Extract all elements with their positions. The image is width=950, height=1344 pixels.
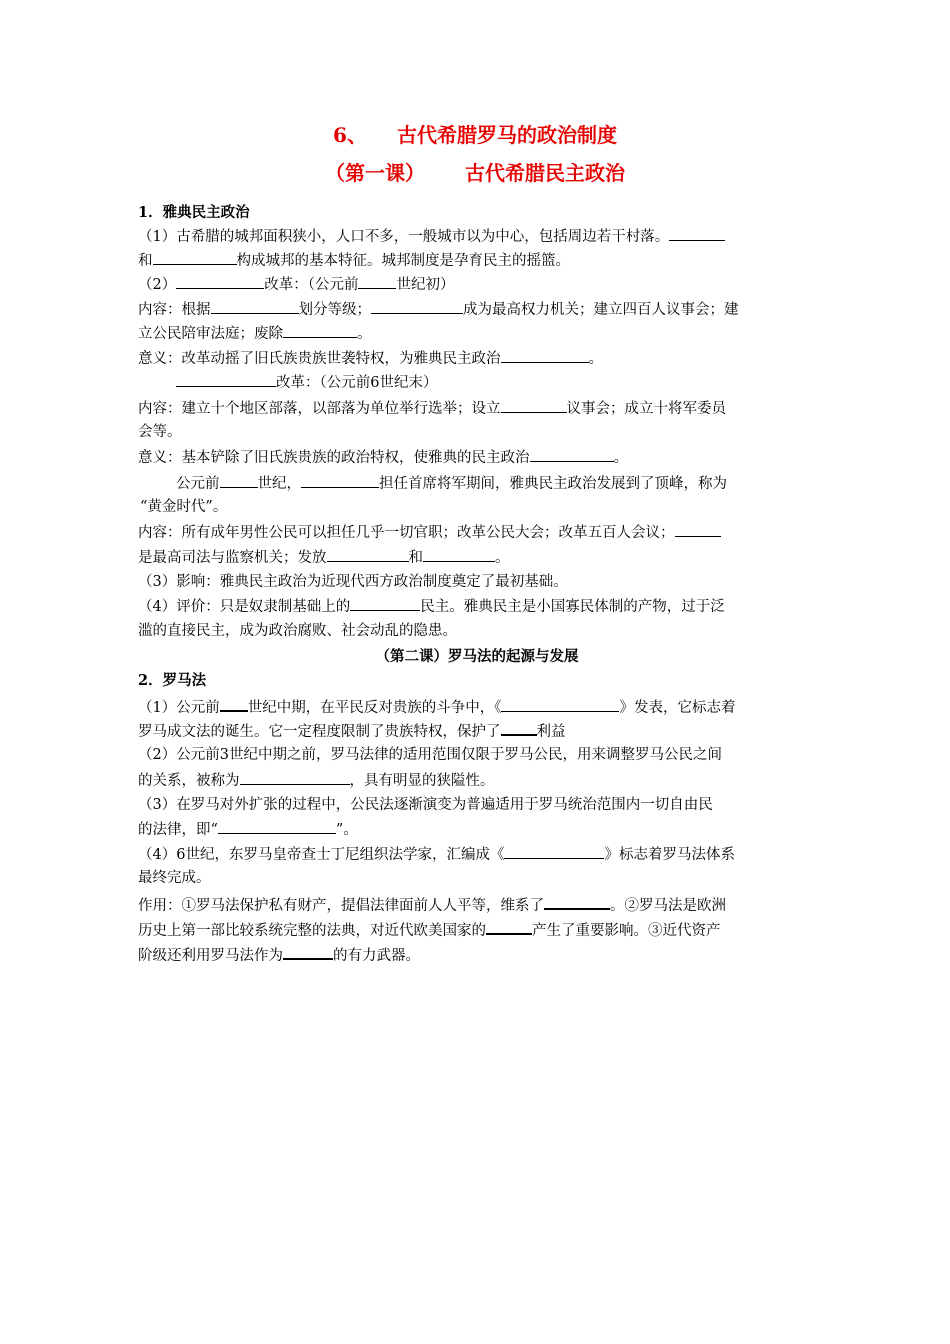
document-title <box>0 122 950 148</box>
s1-p6-line1: （4）评价：只是奴隶制基础上的 民主。雅典民主是小国寡民体制的产物，过于泛 <box>138 596 816 617</box>
lesson1-name: 古代希腊民主政治 <box>465 161 625 185</box>
blank[interactable] <box>218 819 336 834</box>
section1-heading: 1．雅典民主政治 <box>138 204 250 221</box>
title-number: 6、 <box>333 123 367 147</box>
s1-p3-line2: 内容：建立十个地区部落，以部落为单位举行选举；设立 议事会；成立十将军委员 <box>138 398 816 419</box>
blank[interactable] <box>176 372 276 387</box>
blank[interactable] <box>501 348 589 363</box>
s2-p1-line1: （1）公元前 世纪中期，在平民反对贵族的斗争中，《 》发表，它标志着 <box>138 696 816 718</box>
s2-p3-line1: （3）在罗马对外扩张的过程中，公民法逐渐演变为普遍适用于罗马统治范围内一切自由民 <box>138 797 713 813</box>
s2-p5-line1: 作用：①罗马法保护私有财产，提倡法律面前人人平等，维系了 。②罗马法是欧洲 <box>138 894 816 916</box>
s2-p5-line3: 阶级还利用罗马法作为 的有力武器。 <box>138 944 816 966</box>
s1-p4-line3: 内容：所有成年男性公民可以担任几乎一切官职；改革公民大会；改革五百人会议； <box>138 522 816 543</box>
blank[interactable] <box>669 226 725 241</box>
blank[interactable] <box>423 547 495 562</box>
s1-p2-line1: （2） 改革：（公元前 世纪初） <box>138 274 816 295</box>
s2-p1-line2: 罗马成文法的诞生。它一定程度限制了贵族特权，保护了 利益 <box>138 720 816 742</box>
s1-p3-line4: 意义：基本铲除了旧氏族贵族的政治特权，使雅典的民主政治 。 <box>138 447 816 468</box>
blank[interactable] <box>530 447 614 462</box>
s1-p1-line2: 和 构成城邦的基本特征。城邦制度是孕育民主的摇篮。 <box>138 250 816 271</box>
blank[interactable] <box>504 844 604 859</box>
s1-p6-line2: 滥的直接民主，成为政治腐败、社会动乱的隐患。 <box>138 623 457 639</box>
title-text: 古代希腊罗马的政治制度 <box>396 123 617 147</box>
blank[interactable] <box>176 274 264 289</box>
s1-p3-line1: 改革：（公元前6世纪末） <box>138 372 816 393</box>
blank[interactable] <box>675 522 721 537</box>
s1-p4-line1: 公元前 世纪， 担任首席将军期间，雅典民主政治发展到了顶峰，称为 <box>138 473 816 494</box>
lesson1-label: （第一课） <box>325 161 425 185</box>
blank[interactable] <box>211 299 299 314</box>
blank[interactable] <box>544 894 610 910</box>
s2-p2-line1: （2）公元前3世纪中期之前，罗马法律的适用范围仅限于罗马公民，用来调整罗马公民之间 <box>138 747 722 763</box>
s1-p4-line4: 是最高司法与监察机关；发放 和 。 <box>138 547 816 568</box>
blank[interactable] <box>501 720 537 736</box>
s1-p2-line4: 意义：改革动摇了旧氏族贵族世袭特权，为雅典民主政治 。 <box>138 348 816 369</box>
s2-p5-line2: 历史上第一部比较系统完整的法典，对近代欧美国家的 产生了重要影响。③近代资产 <box>138 919 816 941</box>
s2-p3-line2: 的法律，即“ ”。 <box>138 819 816 840</box>
blank[interactable] <box>283 323 357 338</box>
blank[interactable] <box>350 596 420 611</box>
lesson1-title <box>0 160 950 186</box>
blank[interactable] <box>358 274 396 289</box>
blank[interactable] <box>501 398 567 413</box>
section2-heading: 2．罗马法 <box>138 672 207 689</box>
blank[interactable] <box>153 250 237 265</box>
lesson2-title: （第二课）罗马法的起源与发展 <box>375 648 579 665</box>
blank[interactable] <box>371 299 463 314</box>
s1-p4-line2: “黄金时代”。 <box>140 499 228 515</box>
blank[interactable] <box>220 696 248 712</box>
blank[interactable] <box>327 547 409 562</box>
s1-p5: （3）影响：雅典民主政治为近现代西方政治制度奠定了最初基础。 <box>138 574 568 590</box>
s2-p4-line1: （4）6世纪，东罗马皇帝查士丁尼组织法学家，汇编成《 》标志着罗马法体系 <box>138 844 816 865</box>
blank[interactable] <box>501 697 619 712</box>
blank[interactable] <box>486 919 532 935</box>
s1-p2-line3: 立公民陪审法庭；废除 。 <box>138 323 816 344</box>
s2-p2-line2: 的关系，被称为 ，具有明显的狭隘性。 <box>138 770 816 791</box>
blank[interactable] <box>301 473 379 488</box>
blank[interactable] <box>240 770 350 785</box>
s1-p3-line3: 会等。 <box>138 424 182 440</box>
s2-p4-line2: 最终完成。 <box>138 870 211 886</box>
blank[interactable] <box>283 944 333 960</box>
s1-p2-line2: 内容：根据 划分等级； 成为最高权力机关；建立四百人议事会；建 <box>138 299 816 320</box>
s1-p1-line1: （1）古希腊的城邦面积狭小，人口不多，一般城市以为中心，包括周边若干村落。 <box>138 226 816 247</box>
blank[interactable] <box>220 473 258 488</box>
